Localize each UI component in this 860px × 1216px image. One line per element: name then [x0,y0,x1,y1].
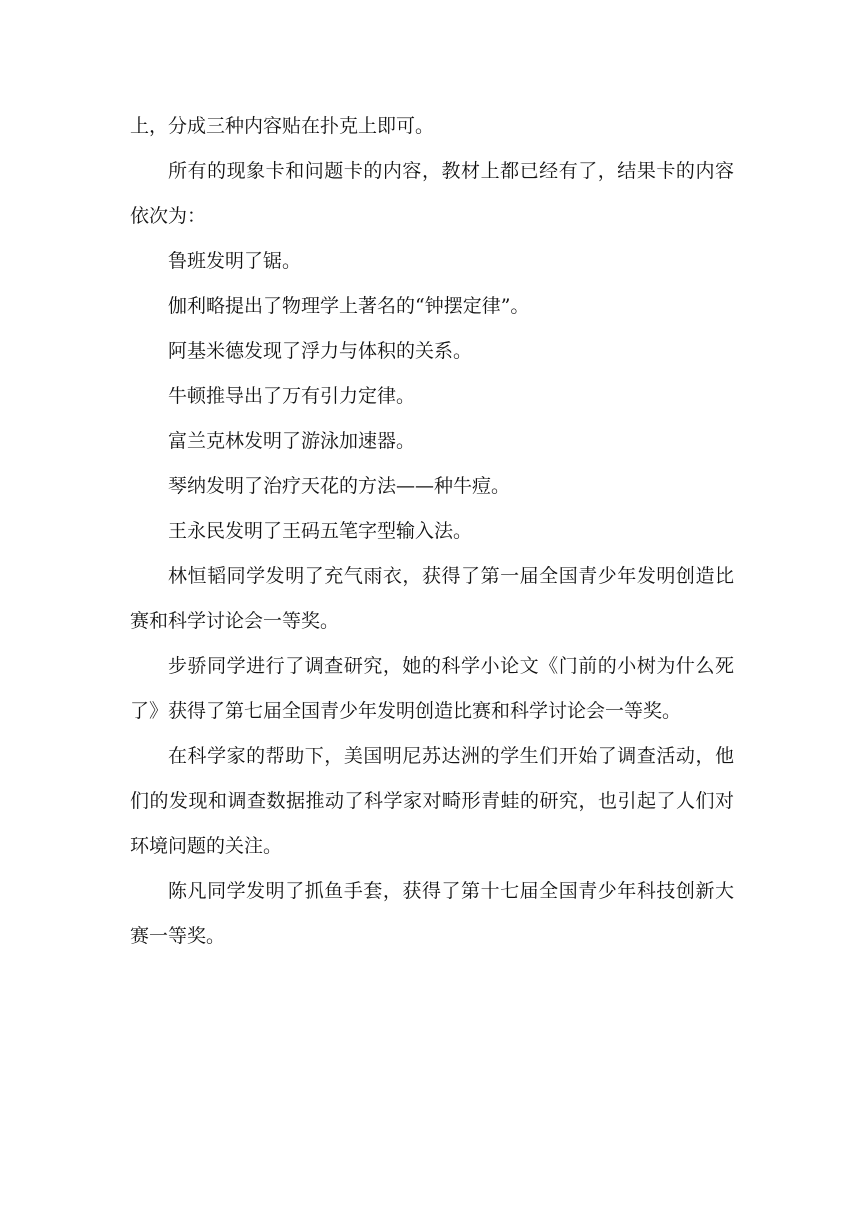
result-item: 林恒韬同学发明了充气雨衣，获得了第一届全国青少年发明创造比赛和科学讨论会一等奖。 [130,565,734,632]
result-item: 步骄同学进行了调查研究，她的科学小论文《门前的小树为什么死了》获得了第七届全国青少年发明创造比赛和科学讨论会一等奖。 [130,655,734,722]
result-item: 鲁班发明了锯。 [168,250,302,272]
paragraph-continuation: 上，分成三种内容贴在扑克上即可。 [130,115,435,137]
result-item: 牛顿推导出了万有引力定律。 [168,385,416,407]
result-item: 伽利略提出了物理学上著名的“钟摆定律”。 [168,295,530,317]
paragraph-intro: 所有的现象卡和问题卡的内容，教材上都已经有了，结果卡的内容依次为： [130,160,734,227]
document-body [130,104,734,959]
result-item: 琴纳发明了治疗天花的方法——种牛痘。 [168,475,511,497]
result-item: 富兰克林发明了游泳加速器。 [168,430,416,452]
result-item: 王永民发明了王码五笔字型输入法。 [168,520,473,542]
result-item: 陈凡同学发明了抓鱼手套，获得了第十七届全国青少年科技创新大赛一等奖。 [130,880,734,947]
result-item: 阿基米德发现了浮力与体积的关系。 [168,340,473,362]
result-item: 在科学家的帮助下，美国明尼苏达洲的学生们开始了调查活动，他们的发现和调查数据推动了科学家对畸形青蛙的研究，也引起了人们对环境问题的关注。 [130,745,734,857]
